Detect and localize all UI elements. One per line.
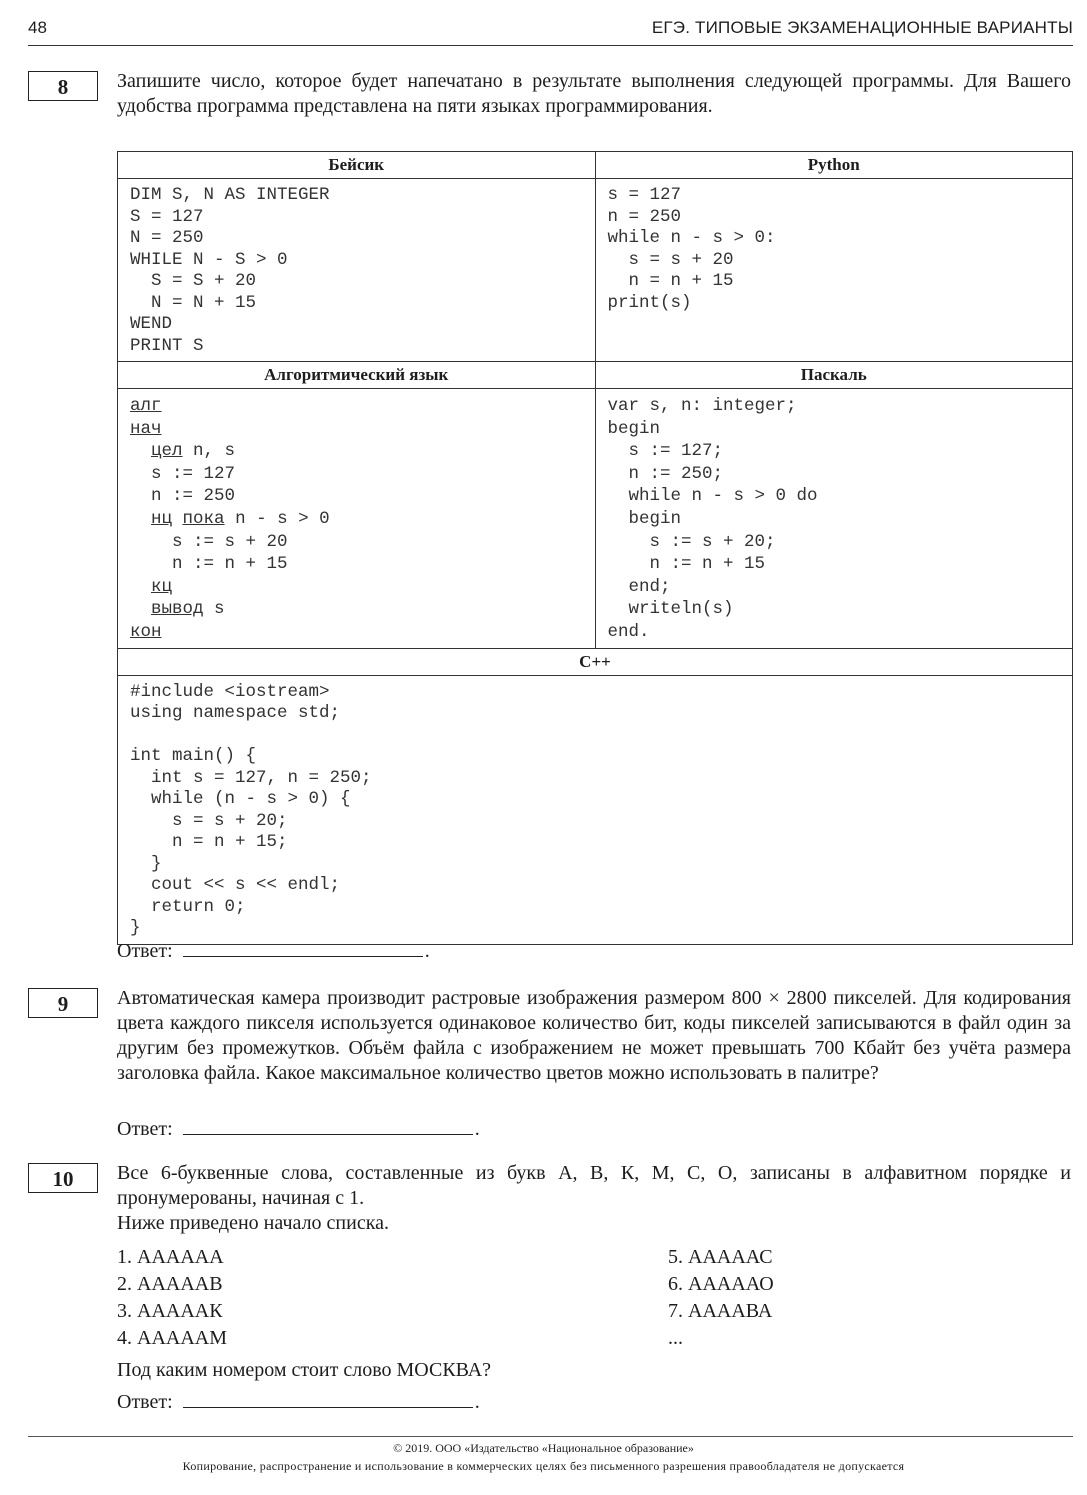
code-text: s := 127 <box>151 463 236 484</box>
code-line: PRINT S <box>130 335 204 356</box>
code-line: while (n - s > 0) { <box>130 789 351 810</box>
answer-field[interactable] <box>183 1391 473 1408</box>
list-item: 2. АААААВ <box>117 1273 223 1295</box>
code-line: begin <box>607 508 682 529</box>
code-text: n := n + 15 <box>172 554 288 575</box>
question-10-question <box>117 1358 1071 1383</box>
page-number: 48 <box>28 18 47 37</box>
code-keyword: кон <box>130 621 162 642</box>
code-line: #include <iostream> <box>130 681 330 702</box>
code-keyword: алг <box>130 396 162 416</box>
python-code <box>596 179 1073 318</box>
code-line: writeln(s) <box>607 599 734 620</box>
footer-copyright: © 2019. ООО «Издательство «Национальное образование» <box>393 1441 694 1455</box>
code-line: s := s + 20; <box>607 531 776 552</box>
question-10-ask: Под каким номером стоит слово МОСКВА? <box>117 1359 492 1381</box>
answer-field[interactable] <box>183 940 423 957</box>
answer-label: Ответ: <box>117 1118 173 1140</box>
code-line <box>130 725 1062 747</box>
cpp-code <box>118 676 1072 944</box>
code-text: s <box>203 599 225 620</box>
code-line: end; <box>607 576 671 597</box>
code-line: N = N + 15 <box>130 292 257 313</box>
header-algorithmic: Алгоритмический язык <box>118 362 596 389</box>
footer-notice: Копирование, распространение и использование в коммерческих целях без письменного разрешения правообладателя не допускается <box>182 1459 905 1473</box>
question-9-number: 9 <box>28 988 98 1018</box>
list-item: 1. АААААА <box>117 1246 224 1268</box>
code-line: cout << s << endl; <box>130 875 341 896</box>
question-8-prompt: Запишите число, которое будет напечатано в результате выполнения следующей программы. Для Вашего удобства программа представлена на пяти языках программирования. <box>117 70 1071 117</box>
pascal-code <box>596 389 1073 648</box>
basic-code <box>118 179 595 361</box>
word-list-left <box>117 1244 227 1352</box>
code-keyword: цел <box>151 441 183 462</box>
code-keyword: кц <box>151 576 173 597</box>
code-keyword: вывод <box>151 599 204 620</box>
footer-divider <box>28 1436 1073 1437</box>
question-8-text <box>117 69 1071 119</box>
code-line: using namespace std; <box>130 703 341 724</box>
question-9-answer: Ответ: . <box>117 1118 480 1140</box>
question-8-answer: Ответ: . <box>117 940 430 962</box>
list-item: ... <box>668 1327 683 1349</box>
code-line: DIM S, N AS INTEGER <box>130 185 330 205</box>
code-line: s = 127 <box>607 185 682 205</box>
word-list-right <box>668 1244 774 1352</box>
code-line: s := 127; <box>607 441 724 462</box>
code-line: n = 250 <box>607 206 682 227</box>
question-10-number: 10 <box>28 1163 98 1193</box>
code-line: while n - s > 0 do <box>607 486 818 507</box>
code-line: s = s + 20; <box>130 810 288 831</box>
code-line: s = s + 20 <box>607 249 734 270</box>
list-item: 5. АААААС <box>668 1246 773 1268</box>
code-line: n := n + 15 <box>607 554 766 575</box>
answer-field[interactable] <box>183 1118 473 1135</box>
code-line: print(s) <box>607 292 692 313</box>
code-table <box>117 151 1073 945</box>
code-text: s := s + 20 <box>172 531 288 552</box>
code-keyword: нач <box>130 418 162 439</box>
question-10-prompt: Все 6-буквенные слова, составленные из букв А, В, К, М, С, О, записаны в алфавитном порядке и пронумерованы, начиная с 1. <box>117 1162 1071 1209</box>
algorithmic-code <box>118 389 595 648</box>
code-line: S = S + 20 <box>130 271 257 291</box>
code-line: n := 250; <box>607 463 724 484</box>
header-basic: Бейсик <box>118 152 596 179</box>
question-9-prompt: Автоматическая камера производит растровые изображения размером 800 × 2800 пикселей. Для кодирования цвета каждого пикселя используется одинаковое количество бит, коды пикселей записываются в файл один за другим без промежутков. Объём файла с изображением не может превышать 700 Кбайт без учёта размера заголовка файла. Какое максимальное количество цветов можно использовать в палитре? <box>117 987 1071 1084</box>
code-line: WHILE N - S > 0 <box>130 249 288 270</box>
code-line: begin <box>607 418 661 439</box>
list-item: 7. ААААВА <box>668 1300 773 1322</box>
question-9-text <box>117 986 1071 1086</box>
code-keyword: пока <box>182 508 225 529</box>
code-line: end. <box>607 621 650 642</box>
code-line: S = 127 <box>130 206 204 227</box>
code-line: } <box>130 918 141 939</box>
code-text: n, s <box>182 441 236 462</box>
code-text: n := 250 <box>151 486 236 507</box>
question-10-answer: Ответ: . <box>117 1391 480 1413</box>
code-line: int s = 127, n = 250; <box>130 767 372 788</box>
code-line: while n - s > 0: <box>607 228 776 248</box>
list-item: 6. АААААО <box>668 1273 774 1295</box>
header-divider <box>28 45 1073 46</box>
question-10-intro: Ниже приведено начало списка. <box>117 1212 390 1234</box>
answer-label: Ответ: <box>117 1391 173 1413</box>
code-line: n = n + 15; <box>130 832 288 853</box>
question-8-number: 8 <box>28 71 98 101</box>
code-line: int main() { <box>130 746 257 767</box>
header-python: Python <box>595 152 1073 179</box>
code-text: n - s > 0 <box>224 508 330 529</box>
header-pascal: Паскаль <box>595 362 1073 389</box>
code-keyword: нц <box>151 508 173 529</box>
code-line: n = n + 15 <box>607 271 734 291</box>
answer-label: Ответ: <box>117 940 173 962</box>
code-line: N = 250 <box>130 228 204 248</box>
code-line: WEND <box>130 314 173 334</box>
question-10-text <box>117 1161 1071 1236</box>
code-line: return 0; <box>130 896 246 917</box>
code-line: } <box>130 853 162 874</box>
header-cpp: C++ <box>118 648 1073 675</box>
list-item: 3. АААААК <box>117 1300 223 1322</box>
list-item: 4. АААААМ <box>117 1327 227 1349</box>
code-line: var s, n: integer; <box>607 396 797 416</box>
page-header-title: ЕГЭ. ТИПОВЫЕ ЭКЗАМЕНАЦИОННЫЕ ВАРИАНТЫ <box>651 18 1073 37</box>
